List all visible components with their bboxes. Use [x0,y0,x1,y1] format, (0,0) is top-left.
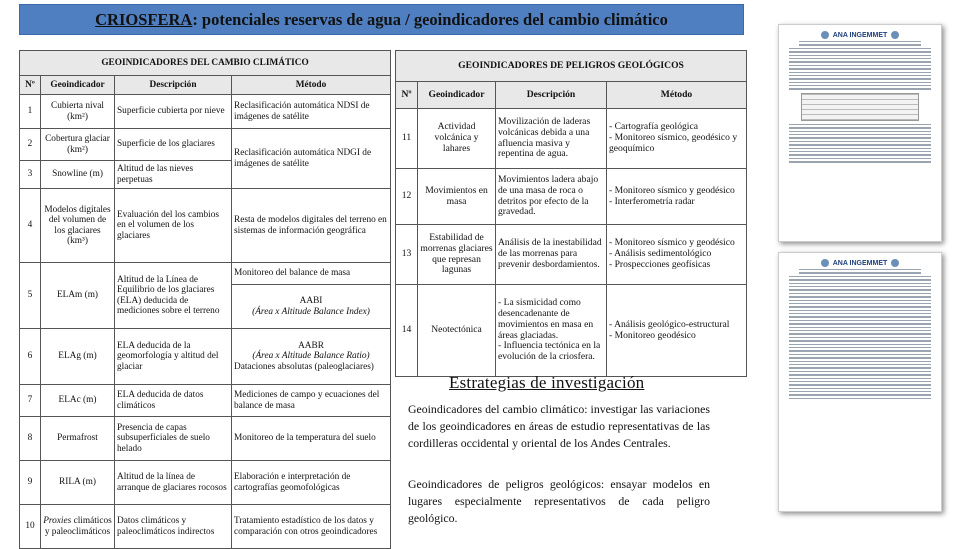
slide-title-rest: : potenciales reservas de agua / geoindicadores del cambio climático [192,9,668,29]
description-cell: Análisis de la inestabilidad de las morrenas para prevenir desbordamientos. [496,225,607,285]
method-cell: Reclasificación automática NDGI de imágenes de satélite [232,129,391,189]
column-header: Geoindicador [41,76,115,95]
description-cell: Movimientos ladera abajo de una masa de roca o detritos por efecto de la gravedad. [496,169,607,225]
description-cell: Altitud de la Línea de Equilibrio de los glaciares (ELA) deducida de mediciones sobre el terreno [115,263,232,329]
geoindicator-cell: ELAc (m) [41,385,115,417]
row-number: 5 [20,263,41,329]
description-cell: Evaluación del los cambios en el volumen de los glaciares [115,189,232,263]
slide-title-keyword: CRIOSFERA [95,9,193,29]
geoindicator-cell: ELAm (m) [41,263,115,329]
column-header: Nº [20,76,41,95]
table-row [20,263,391,285]
table-row [396,225,747,285]
method-cell: Mediciones de campo y ecuaciones del balance de masa [232,385,391,417]
method-acronym: AABI [299,296,323,307]
method-cell: - Análisis geológico-estructural - Monitoreo geodésico [607,285,747,377]
seal-icon [891,31,899,39]
method-cell: Reclasificación automática NDSI de imágenes de satélite [232,95,391,129]
method-expansion: (Área x Altitude Balance Ratio) [252,351,370,362]
row-number: 2 [20,129,41,161]
row-number: 1 [20,95,41,129]
geoindicator-cell: Movimientos en masa [418,169,496,225]
column-header: Método [607,82,747,109]
strategy-paragraph-climate: Geoindicadores del cambio climático: investigar las variaciones de los geoindicadores en áreas de estudio representativas de las cordilleras occidental y oriental de los Andes Centrales. [408,402,710,451]
thumbnail-logos [779,259,941,267]
table-row [20,417,391,461]
table-row [20,329,391,385]
method-cell: Monitoreo del balance de masa [232,263,391,285]
row-number: 13 [396,225,418,285]
table-row [20,505,391,549]
geoindicator-cell: RILA (m) [41,461,115,505]
thumbnail-logo-text: ANA INGEMMET [832,31,888,39]
method-extra: Dataciones absolutas (paleoglaciares) [234,361,374,372]
method-cell: Monitoreo de la temperatura del suelo [232,417,391,461]
column-header: Geoindicador [418,82,496,109]
method-acronym: AABR [298,340,324,351]
row-number: 4 [20,189,41,263]
geoindicator-cell: ELAg (m) [41,329,115,385]
table-row [20,95,391,129]
description-cell: - La sismicidad como desencadenante de movimientos en masa en áreas glaciadas. - Influencia tectónica en la evolución de la criosfera. [496,285,607,377]
column-header: Nº [396,82,418,109]
climate-geoindicators-table [19,50,391,549]
description-cell: ELA deducida de datos climáticos [115,385,232,417]
strategy-paragraph-hazards: Geoindicadores de peligros geológicos: ensayar modelos en lugares especialmente representativos de cada peligro geológico. [408,477,710,526]
method-cell: - Cartografía geológica - Monitoreo sísmico, geodésico y geoquímico [607,109,747,169]
row-number: 7 [20,385,41,417]
hazard-geoindicators-table [395,50,747,377]
slide-title [95,10,668,30]
geoindicator-cell: Cubierta nival (km²) [41,95,115,129]
description-cell: Presencia de capas subsuperficiales de suelo helado [115,417,232,461]
description-cell: Superficie de los glaciares [115,129,232,161]
column-header: Descripción [496,82,607,109]
seal-icon [891,259,899,267]
table-row [20,189,391,263]
thumbnail-text-lines [779,41,941,163]
column-header: Descripción [115,76,232,95]
thumbnail-text-lines [779,269,941,399]
geoindicator-cell: Neotectónica [418,285,496,377]
geoindicator-cell: Estabilidad de morrenas glaciares que represan lagunas [418,225,496,285]
table-caption: GEOINDICADORES DE PELIGROS GEOLÓGICOS [396,51,747,82]
geoindicator-italic: Proxies [43,516,72,527]
geoindicator-cell: Modelos digitales del volumen de los glaciares (km³) [41,189,115,263]
seal-icon [821,259,829,267]
thumbnail-logos [779,31,941,39]
table-caption: GEOINDICADORES DEL CAMBIO CLIMÁTICO [20,51,391,76]
method-cell: - Monitoreo sísmico y geodésico - Análisis sedimentológico - Prospecciones geofísicas [607,225,747,285]
description-cell: Superficie cubierta por nieve [115,95,232,129]
geoindicator-cell: Permafrost [41,417,115,461]
column-header: Método [232,76,391,95]
row-number: 9 [20,461,41,505]
table-row [396,285,747,377]
method-cell: Elaboración e interpretación de cartografías geomofológicas [232,461,391,505]
row-number: 12 [396,169,418,225]
geoindicator-rest: climáticos y paleoclimáticos [44,516,112,537]
table-row [396,109,747,169]
method-cell [232,285,391,329]
description-cell: Datos climáticos y paleoclimáticos indirectos [115,505,232,549]
table-row [396,169,747,225]
table-row [20,461,391,505]
seal-icon [821,31,829,39]
method-cell [232,329,391,385]
geoindicator-cell [41,505,115,549]
row-number: 10 [20,505,41,549]
thumbnail-logo-text: ANA INGEMMET [832,259,888,267]
slide-title-bar [19,4,744,35]
description-cell: Altitud de las nieves perpetuas [115,161,232,189]
method-expansion: (Área x Altitude Balance Index) [252,306,370,317]
geoindicator-cell: Actividad volcánica y lahares [418,109,496,169]
table-row [20,129,391,161]
row-number: 3 [20,161,41,189]
method-cell: Resta de modelos digitales del terreno en sistemas de información geográfica [232,189,391,263]
row-number: 11 [396,109,418,169]
geoindicator-cell: Cobertura glaciar (km²) [41,129,115,161]
description-cell: Altitud de la línea de arranque de glaciares rocosos [115,461,232,505]
description-cell: Movilización de laderas volcánicas debida a una afluencia masiva y repentina de agua. [496,109,607,169]
description-cell: ELA deducida de la geomorfología y altitud del glaciar [115,329,232,385]
strategies-heading: Estrategias de investigación [449,373,645,392]
row-number: 14 [396,285,418,377]
method-cell: Tratamiento estadístico de los datos y comparación con otros geoindicadores [232,505,391,549]
geoindicator-cell: Snowline (m) [41,161,115,189]
method-cell: - Monitoreo sísmico y geodésico - Interferometría radar [607,169,747,225]
document-thumbnail [778,24,942,242]
document-thumbnail [778,252,942,512]
row-number: 8 [20,417,41,461]
row-number: 6 [20,329,41,385]
table-row [20,385,391,417]
